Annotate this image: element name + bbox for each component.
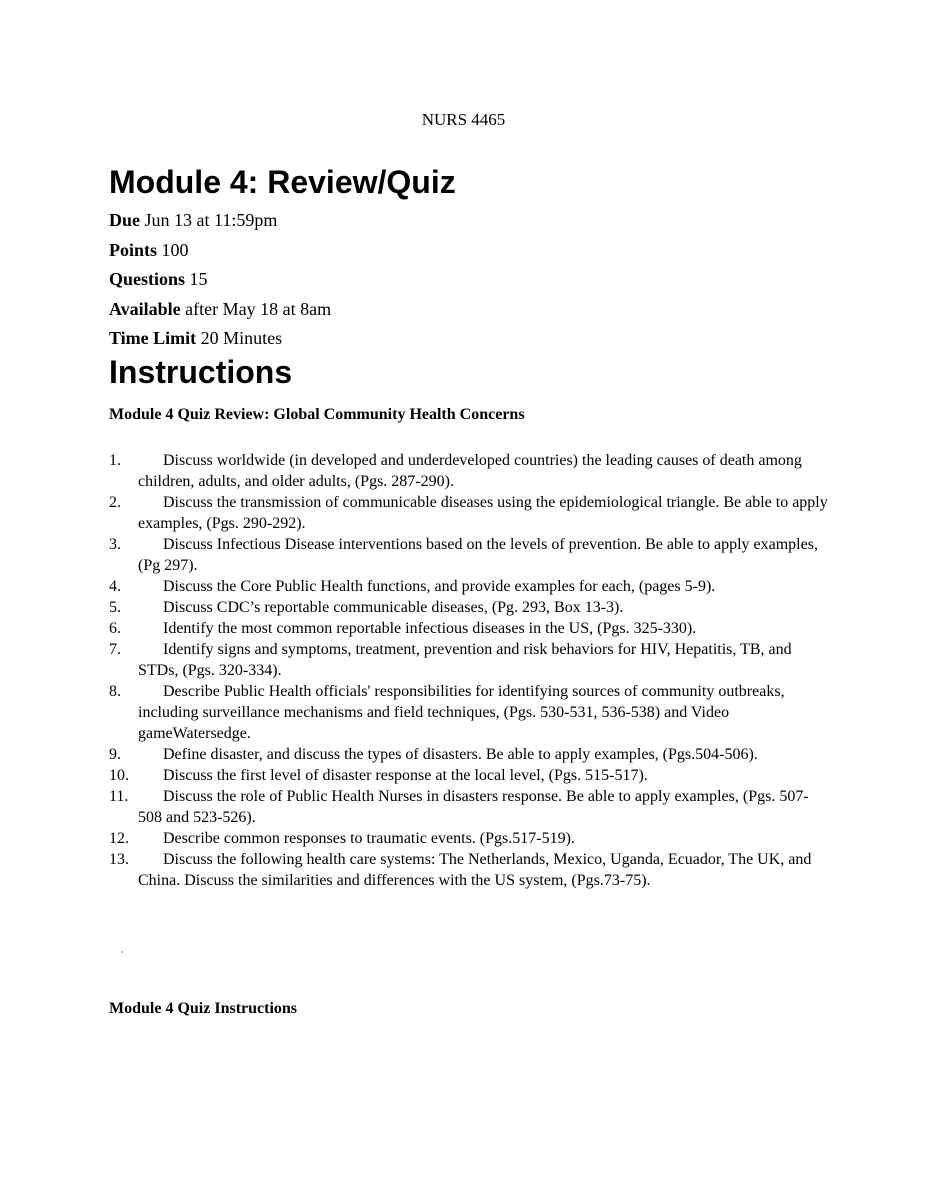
item-text: Describe Public Health officials' responsibilities for identifying sources of community outbreaks, including surveillance mechanisms and field techniques, (Pgs. 530-531, 536-538) and Video gameWatersedge.	[138, 683, 785, 742]
list-item	[109, 849, 829, 891]
review-heading: Module 4 Quiz Review: Global Community Health Concerns	[109, 406, 525, 423]
meta-due	[109, 206, 869, 236]
meta-label: Questions	[109, 269, 186, 290]
quiz-instructions-heading: Module 4 Quiz Instructions	[109, 1000, 298, 1017]
meta-value: 100	[161, 239, 189, 260]
list-item	[109, 681, 829, 744]
meta-available	[109, 295, 869, 325]
item-text: Discuss Infectious Disease interventions based on the levels of prevention. Be able to apply examples, (Pg 297).	[138, 536, 818, 574]
page-title: Module 4: Review/Quiz	[109, 164, 456, 200]
item-number: 9.	[109, 746, 121, 763]
list-item	[109, 786, 829, 828]
list-item	[109, 828, 829, 849]
item-number: 13.	[109, 851, 129, 868]
item-number: 4.	[109, 578, 121, 595]
item-number: 5.	[109, 599, 121, 616]
item-text: Discuss the role of Public Health Nurses in disasters response. Be able to apply examples, (Pgs. 507-508 and 523-526).	[138, 788, 809, 826]
meta-value: 15	[189, 269, 208, 290]
item-text: Define disaster, and discuss the types of disasters. Be able to apply examples, (Pgs.504-506).	[163, 746, 758, 763]
item-number: 12.	[109, 830, 129, 847]
meta-label: Points	[109, 239, 158, 260]
list-item	[109, 597, 829, 618]
item-text: Discuss worldwide (in developed and underdeveloped countries) the leading causes of death among children, adults, and older adults, (Pgs. 287-290).	[138, 452, 802, 490]
meta-value: Jun 13 at 11:59pm	[144, 210, 278, 230]
item-number: 3.	[109, 536, 121, 553]
meta-value: 20 Minutes	[200, 328, 283, 349]
item-text: Identify the most common reportable infectious diseases in the US, (Pgs. 325-330).	[163, 620, 697, 637]
item-number: 11.	[109, 788, 129, 805]
item-number: 8.	[109, 683, 121, 700]
item-text: Identify signs and symptoms, treatment, prevention and risk behaviors for HIV, Hepatitis, TB, and STDs, (Pgs. 320-334).	[138, 641, 792, 679]
review-list	[109, 450, 829, 891]
item-number: 2.	[109, 494, 121, 511]
course-code: NURS 4465	[421, 110, 506, 129]
stray-mark	[121, 951, 123, 953]
meta-label: Due	[109, 210, 140, 230]
list-item	[109, 744, 829, 765]
list-item	[109, 618, 829, 639]
item-number: 10.	[109, 767, 129, 784]
list-item	[109, 576, 829, 597]
list-item	[109, 639, 829, 681]
meta-value: after May 18 at 8am	[185, 298, 332, 319]
list-item	[109, 492, 829, 534]
item-number: 1.	[109, 452, 121, 469]
meta-points	[109, 236, 869, 266]
quiz-details	[109, 206, 869, 354]
item-number: 7.	[109, 641, 121, 658]
list-item	[109, 450, 829, 492]
meta-label: Time Limit	[109, 328, 197, 349]
meta-time-limit	[109, 324, 869, 354]
item-text: Discuss the following health care systems: The Netherlands, Mexico, Uganda, Ecuador, The UK, and China. Discuss the similarities and differences with the US system, (Pgs.73-75).	[138, 851, 812, 889]
list-item	[109, 765, 829, 786]
list-item	[109, 534, 829, 576]
item-text: Describe common responses to traumatic events. (Pgs.517-519).	[163, 830, 575, 847]
instructions-heading: Instructions	[109, 354, 293, 390]
item-number: 6.	[109, 620, 121, 637]
meta-label: Available	[109, 298, 181, 319]
item-text: Discuss CDC’s reportable communicable diseases, (Pg. 293, Box 13-3).	[163, 599, 624, 616]
item-text: Discuss the first level of disaster response at the local level, (Pgs. 515-517).	[163, 767, 648, 784]
meta-questions	[109, 265, 869, 295]
item-text: Discuss the transmission of communicable diseases using the epidemiological triangle. Be able to apply examples, (Pgs. 290-292).	[138, 494, 828, 532]
item-text: Discuss the Core Public Health functions, and provide examples for each, (pages 5-9).	[163, 578, 716, 595]
